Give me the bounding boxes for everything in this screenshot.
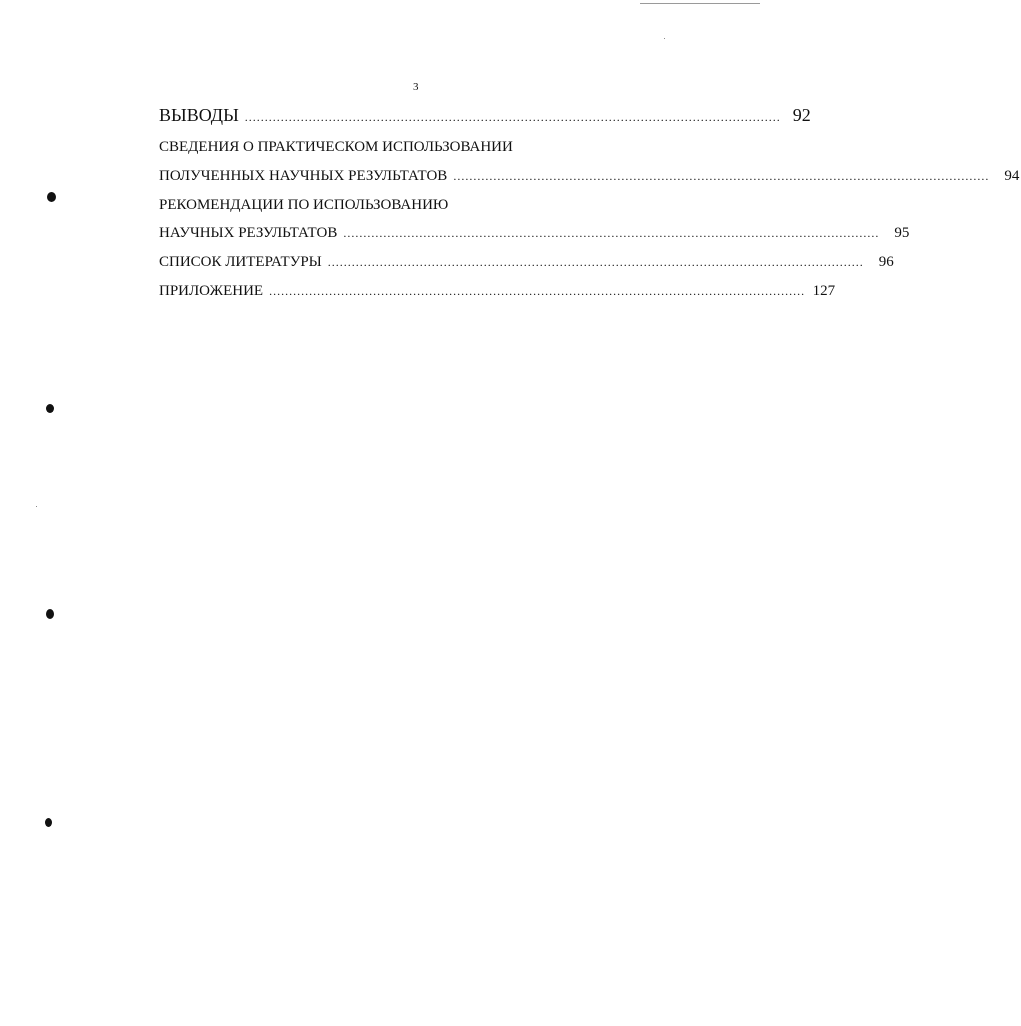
dot-leader: ...................................................................................................................................... (327, 255, 864, 269)
toc-entry-page: 95 (894, 225, 910, 241)
toc-entry-page: 92 (792, 105, 811, 125)
toc-entry-page: 94 (1004, 168, 1020, 184)
page-number: 3 (413, 81, 419, 93)
toc-entry-practical-use-line2 (159, 167, 1020, 185)
toc-entry-page: 127 (812, 283, 836, 299)
speck (664, 38, 665, 39)
toc-entry-label: ВЫВОДЫ (159, 105, 239, 125)
toc-entry-label: РЕКОМЕНДАЦИИ ПО ИСПОЛЬЗОВАНИЮ (159, 197, 449, 213)
speck (36, 506, 37, 507)
toc-entry-practical-use-line1 (159, 138, 707, 156)
toc-entry-recommendations-line2 (159, 224, 910, 242)
toc-entry-appendix (159, 282, 836, 300)
toc-entry-label: СПИСОК ЛИТЕРАТУРЫ (159, 254, 322, 270)
scan-line-top (640, 3, 760, 4)
toc-entry-label: СВЕДЕНИЯ О ПРАКТИЧЕСКОМ ИСПОЛЬЗОВАНИИ (159, 139, 513, 155)
toc-entry-label: НАУЧНЫХ РЕЗУЛЬТАТОВ (159, 225, 338, 241)
dot-leader: ...................................................................................................................................... (244, 110, 781, 124)
dot-leader: ...................................................................................................................................... (453, 169, 990, 183)
dot-leader: ...................................................................................................................................... (269, 284, 806, 298)
dot-leader: ...................................................................................................................................... (343, 226, 880, 240)
binder-hole-mark (47, 192, 56, 202)
toc-entry-conclusions (159, 105, 811, 126)
toc-entry-label: ПОЛУЧЕННЫХ НАУЧНЫХ РЕЗУЛЬТАТОВ (159, 168, 448, 184)
binder-hole-mark (45, 818, 52, 827)
binder-hole-mark (46, 404, 54, 413)
toc-entry-bibliography (159, 253, 894, 271)
binder-hole-mark (46, 609, 54, 619)
toc-entry-recommendations-line1 (159, 196, 707, 214)
toc-entry-label: ПРИЛОЖЕНИЕ (159, 283, 264, 299)
toc-entry-page: 96 (878, 254, 894, 270)
